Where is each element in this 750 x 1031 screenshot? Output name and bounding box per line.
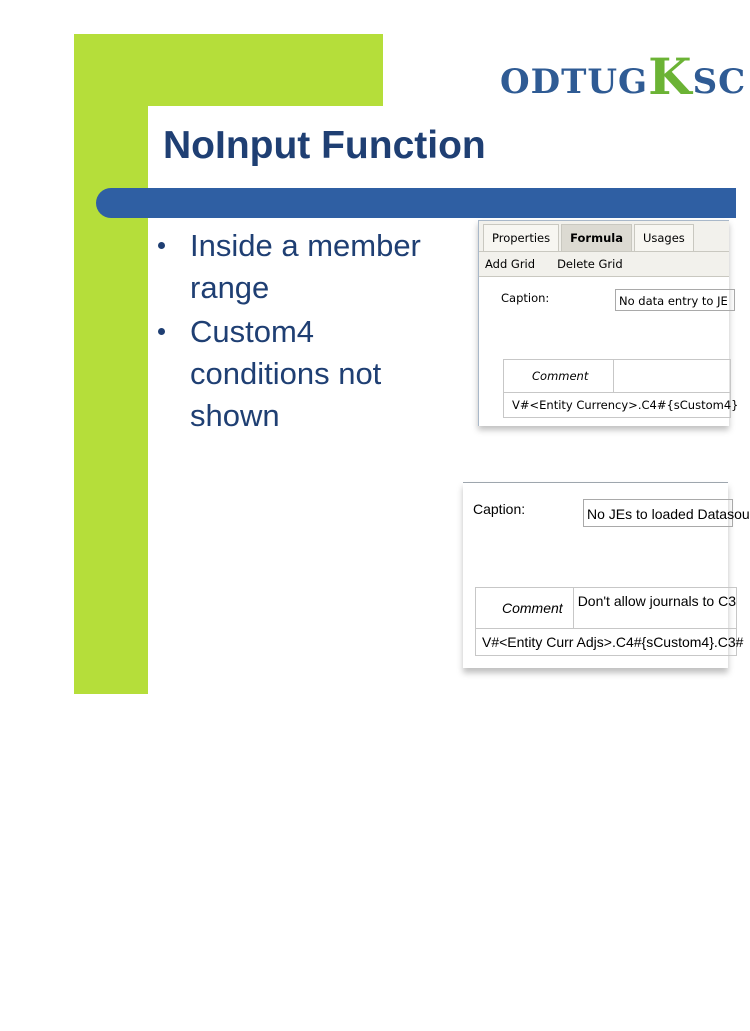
caption-label: Caption: bbox=[473, 501, 526, 517]
rule-grid bbox=[475, 587, 744, 656]
formula-grid bbox=[503, 359, 739, 418]
rule-grid-screenshot bbox=[463, 482, 750, 668]
bullet-item: Inside a member range bbox=[158, 225, 448, 309]
tab-properties[interactable]: Properties bbox=[483, 224, 559, 251]
odtug-logo: ODTUG K SC bbox=[500, 47, 747, 106]
tab-usages[interactable]: Usages bbox=[634, 224, 694, 251]
comment-header: Comment bbox=[504, 360, 614, 392]
comment-cell[interactable]: Don't allow journals to C3 bbox=[577, 593, 736, 609]
formula-row[interactable]: V#<Entity Curr Adjs>.C4#{sCustom4}.C3# bbox=[476, 628, 736, 655]
tab-formula[interactable]: Formula bbox=[561, 224, 632, 251]
caption-label: Caption: bbox=[501, 291, 550, 305]
caption-input[interactable]: No data entry to JE bbox=[615, 289, 735, 311]
slide-title: NoInput Function bbox=[163, 124, 486, 167]
comment-header: Comment bbox=[476, 588, 574, 628]
delete-grid-button[interactable]: Delete Grid bbox=[557, 257, 623, 271]
bullet-list bbox=[158, 225, 448, 439]
grid-toolbar bbox=[479, 251, 729, 277]
bullet-icon bbox=[158, 242, 165, 249]
formula-row[interactable]: V#<Entity Currency>.C4#{sCustom4} bbox=[504, 392, 730, 417]
bullet-icon bbox=[158, 328, 165, 335]
tab-bar bbox=[479, 221, 729, 251]
formula-editor-screenshot bbox=[478, 220, 739, 426]
green-accent-bar bbox=[74, 34, 148, 694]
caption-input[interactable]: No JEs to loaded Datasou bbox=[583, 499, 733, 527]
add-grid-button[interactable]: Add Grid bbox=[485, 257, 536, 271]
bullet-item: Custom4 conditions not shown bbox=[158, 311, 448, 437]
title-divider bbox=[96, 188, 736, 218]
